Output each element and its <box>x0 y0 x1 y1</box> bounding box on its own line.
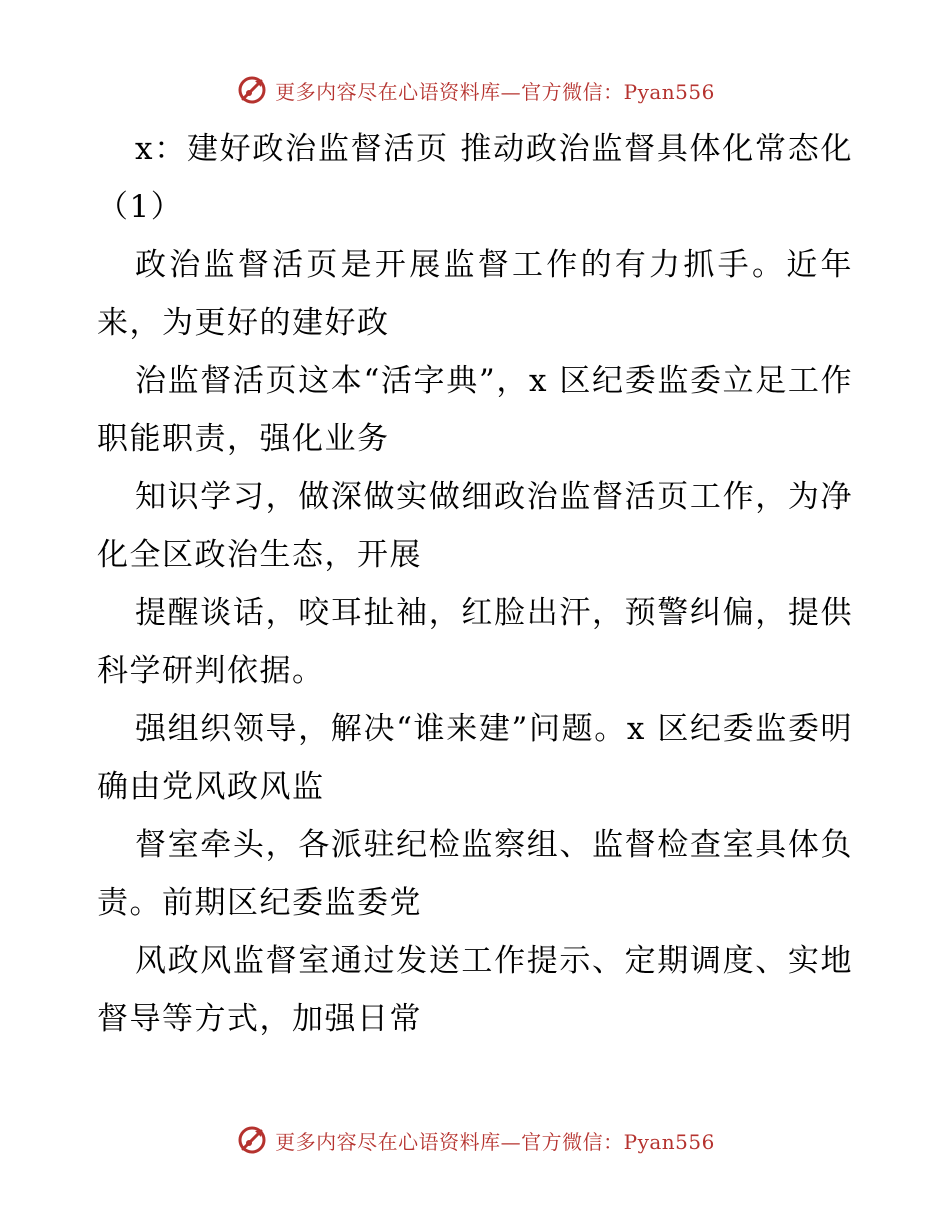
paragraph: 治监督活页这本“活字典”，x 区纪委监委立足工作职能职责，强化业务 <box>97 363 853 457</box>
watermark-text: 更多内容尽在心语资料库—官方微信：Pyan556 <box>275 1129 715 1154</box>
document-title: x：建好政治监督活页 推动政治监督具体化常态化（1） <box>97 131 853 225</box>
footer-watermark <box>0 1120 950 1160</box>
paragraph: 政治监督活页是开展监督工作的有力抓手。近年来，为更好的建好政 <box>97 247 853 341</box>
header-watermark <box>0 70 950 110</box>
paragraph: 督室牵头，各派驻纪检监察组、监督检查室具体负责。前期区纪委监委党 <box>97 827 853 921</box>
paragraph: 风政风监督室通过发送工作提示、定期调度、实地督导等方式，加强日常 <box>97 943 853 1037</box>
quill-logo-icon <box>235 73 269 107</box>
paragraph: 知识学习，做深做实做细政治监督活页工作，为净化全区政治生态，开展 <box>97 479 853 573</box>
paragraph: 强组织领导，解决“谁来建”问题。x 区纪委监委明确由党风政风监 <box>97 711 853 805</box>
quill-logo-icon <box>235 1123 269 1157</box>
paragraph: 提醒谈话，咬耳扯袖，红脸出汗，预警纠偏，提供科学研判依据。 <box>97 595 853 689</box>
watermark-text: 更多内容尽在心语资料库—官方微信：Pyan556 <box>275 79 715 104</box>
document-body <box>97 120 853 1048</box>
